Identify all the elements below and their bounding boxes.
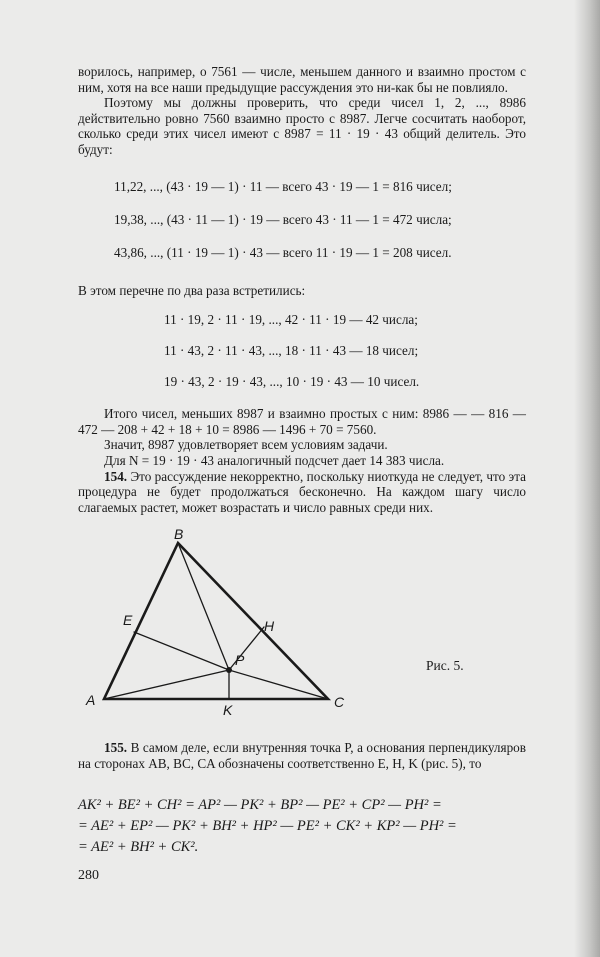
paragraph: В этом перечне по два раза встретились: [78,282,306,298]
point-p [226,667,232,673]
multiples-list [114,170,526,269]
problem-number: 155. [104,740,128,755]
main-text [78,64,526,515]
formula-line: 43,86, ..., (11 · 19 — 1) · 43 — всего 11 · 19 — 1 = 208 чисел. [114,244,452,260]
segment-bp [178,543,229,670]
paragraph-154 [78,469,526,516]
equation-line: AK² + BE² + CH² = AP² — PK² + BP² — PE² + CP² — PH² = [78,797,442,813]
segment-ap [104,670,229,699]
equation-line: = AE² + EP² — PK² + BH² + HP² — PE² + CK² + KP² — PH² = [78,818,457,834]
label-e: E [123,612,133,628]
duplicates-list [164,304,526,397]
problem-155-text [78,740,526,771]
figure-5 [78,525,526,725]
paragraph: Поэтому мы должны проверить, что среди чисел 1, 2, ..., 8986 действительно ровно 7560 взаимно просто с 8987. Легче сосчитать наоборот, сколько среди этих чисел имеют с 8987 = 11 · 19 · 43 общий делитель. Это будут: [78,95,526,157]
problem-number: 154. [104,468,128,484]
formula-line: 19 · 43, 2 · 19 · 43, ..., 10 · 19 · 43 — 10 чисел. [164,374,420,390]
paragraph: Для N = 19 · 19 · 43 аналогичный подсчет дает 14 383 числа. [104,452,445,468]
triangle-diagram [78,525,526,725]
equation-block [78,795,548,858]
label-b: B [174,526,184,542]
label-h: H [264,618,275,634]
paragraph-text: В самом деле, если внутренняя точка P, а основания перпендикуляров на сторонах AB, BC, CA обозначены соответственно E, H, K (рис. 5), то [78,740,526,771]
page-edge-shadow [574,0,600,957]
label-a: A [86,692,96,708]
paragraph-text: Это рассуждение некорректно, поскольку ниоткуда не следует, что эта процедура не будет продолжаться бесконечно. На каждом шагу число слагаемых растет, может возрастать и число равных среди них. [78,468,526,515]
triangle-abc [104,543,328,699]
formula-line: 11 · 19, 2 · 11 · 19, ..., 42 · 11 · 19 — 42 числа; [164,312,418,328]
equation-line: = AE² + BH² + CK². [78,839,199,855]
paragraph: ворилось, например, о 7561 — числе, меньшем данного и взаимно простом с ним, хотя на все наши предыдущие рассуждения это ни-как бы не повлияло. [78,64,526,95]
formula-line: 11 · 43, 2 · 11 · 43, ..., 18 · 11 · 43 — 18 чисел; [164,343,419,359]
formula-line: 11,22, ..., (43 · 19 — 1) · 11 — всего 43 · 19 — 1 = 816 чисел; [114,178,452,194]
label-p: P [235,652,245,668]
label-k: K [223,702,233,718]
perpendicular-pe [134,632,229,670]
figure-caption: Рис. 5. [426,658,464,673]
label-c: C [334,694,345,710]
paragraph: Итого чисел, меньших 8987 и взаимно простых с ним: 8986 — — 816 — 472 — 208 + 42 + 18 + 10 = 8986 — 1496 + 70 = 7560. [78,406,526,437]
page-number: 280 [78,868,99,883]
formula-line: 19,38, ..., (43 · 11 — 1) · 19 — всего 43 · 11 — 1 = 472 числа; [114,211,452,227]
paragraph: Значит, 8987 удовлетворяет всем условиям задачи. [104,437,388,453]
